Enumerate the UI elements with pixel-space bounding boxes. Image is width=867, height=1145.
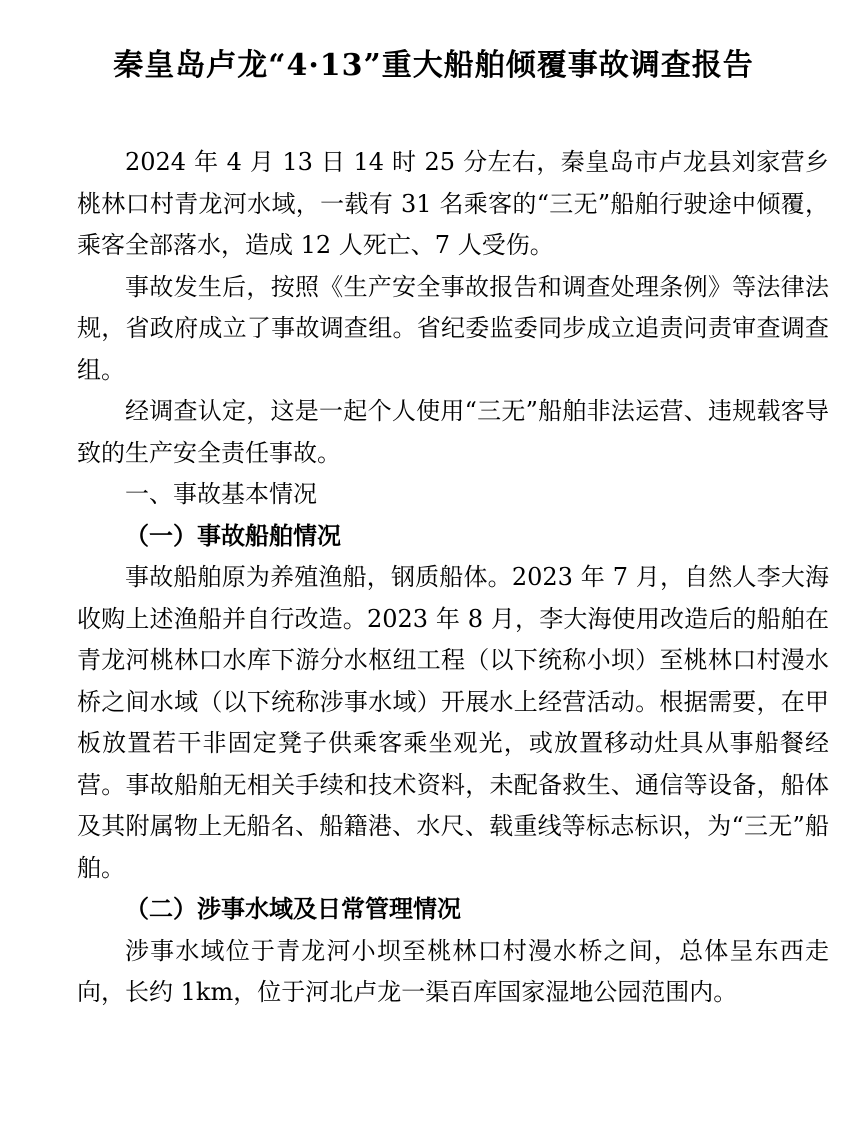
subsection-heading-1-2: （二）涉事水域及日常管理情况 — [125, 895, 461, 923]
intro-paragraph-1: 2024 年 4 月 13 日 14 时 25 分左右，秦皇岛市卢龙县刘家营乡桃林口村青龙河水域，一载有 31 名乘客的“三无”船舶行驶途中倾覆，乘客全部落水，造成 12 人死亡、7 人受伤。 — [77, 148, 829, 259]
subsection-1-2-paragraph: 涉事水域位于青龙河小坝至桃林口村漫水桥之间，总体呈东西走向，长约 1km，位于河北卢龙一渠百库国家湿地公园范围内。 — [77, 936, 829, 1006]
document-title: 秦皇岛卢龙“4·13”重大船舶倾覆事故调查报告 — [113, 48, 754, 83]
intro-paragraph-2: 事故发生后，按照《生产安全事故报告和调查处理条例》等法律法规，省政府成立了事故调查组。省纪委监委同步成立追责问责审查调查组。 — [77, 272, 829, 384]
intro-paragraph-3: 经调查认定，这是一起个人使用“三无”船舶非法运营、违规载客导致的生产安全责任事故。 — [77, 397, 829, 467]
document-body — [77, 142, 829, 1014]
section-heading-1: 一、事故基本情况 — [125, 480, 317, 508]
subsection-1-1-paragraph: 事故船舶原为养殖渔船，钢质船体。2023 年 7 月，自然人李大海收购上述渔船并自行改造。2023 年 8 月，李大海使用改造后的船舶在青龙河桃林口水库下游分水枢纽工程（以下统称小坝）至桃林口村漫水桥之间水域（以下统称涉事水域）开展水上经营活动。根据需要，在甲板放置若干非固定凳子供乘客乘坐观光，或放置移动灶具从事船餐经营。事故船舶无相关手续和技术资料，未配备救生、通信等设备，船体及其附属物上无船名、船籍港、水尺、载重线等标志标识，为“三无”船舶。 — [77, 563, 829, 882]
subsection-heading-1-1: （一）事故船舶情况 — [125, 521, 341, 550]
